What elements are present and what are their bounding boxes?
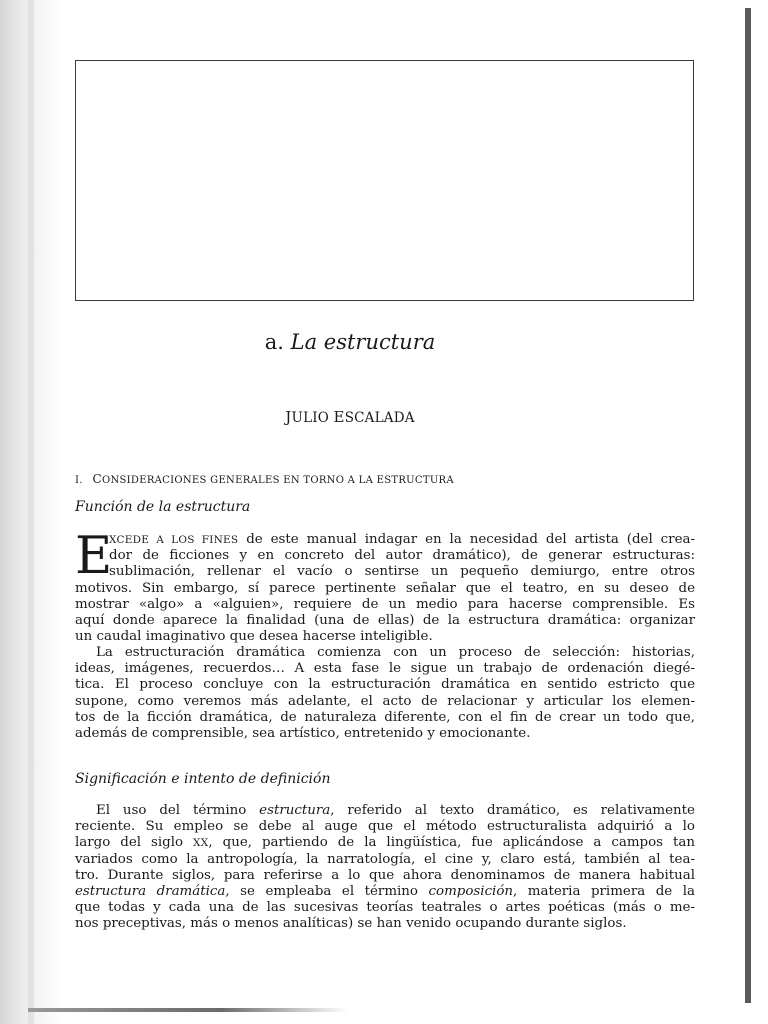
paragraph-line xyxy=(109,532,695,548)
paragraph-line xyxy=(75,803,695,819)
paragraph-line: supone, como veremos más adelante, el acto de relacionar y articular los elemen- xyxy=(75,693,695,709)
subheading-significacion: Significación e intento de definición xyxy=(75,771,331,787)
drop-cap-letter: E xyxy=(75,527,113,586)
paragraph-line: mostrar «algo» a «alguien», requiere de un medio para hacerse comprensible. Es xyxy=(75,596,695,612)
chapter-title xyxy=(0,330,700,354)
paragraph-line: ideas, imágenes, recuerdos… A esta fase le sigue un trabajo de ordenación diegé- xyxy=(75,661,695,677)
paragraph-3 xyxy=(75,803,695,933)
chapter-label: a. xyxy=(264,330,284,354)
paragraph-line: nos preceptivas, más o menos analíticas) se han venido ocupando durante siglos. xyxy=(75,916,627,932)
paragraph-line: tos de la ficción dramática, de naturaleza diferente, con el fin de crear un todo que, xyxy=(75,709,695,725)
paragraph-line xyxy=(75,835,695,851)
paragraph-1 xyxy=(75,527,696,645)
line-text: , referido al texto dramático, es relativamente xyxy=(330,803,695,818)
line-text: , materia primera de la xyxy=(513,884,695,900)
paragraph-line: además de comprensible, sea artístico, entretenido y emocionante. xyxy=(75,726,531,742)
paragraph-line: un caudal imaginativo que desea hacerse inteligible. xyxy=(75,629,433,645)
section-title-rest: ONSIDERACIONES GENERALES EN TORNO A LA ESTRUCTURA xyxy=(101,475,454,486)
author-name xyxy=(0,408,700,426)
paragraph-line: tro. Durante siglos, para referirse a lo que ahora denominamos de manera habitual xyxy=(75,867,695,883)
paragraph-line xyxy=(75,884,695,900)
section-heading xyxy=(75,472,454,486)
paragraph-line: sublimación, rellenar el vacío o sentirse un pequeño demiurgo, entre otros xyxy=(109,564,695,580)
paragraph-line: aquí donde aparece la finalidad (una de ellas) de la estructura dramática: organizar xyxy=(75,613,695,629)
page-bottom-edge xyxy=(28,1008,348,1012)
subheading-funcion: Función de la estructura xyxy=(75,499,251,515)
scan-binding-shadow xyxy=(28,0,34,1024)
smallcaps-lead: XCEDE A LOS FINES xyxy=(109,534,239,546)
paragraph-line: que todas y cada una de las sucesivas teorías teatrales o artes poéticas (más o me- xyxy=(75,900,695,916)
paragraph-line: La estructuración dramática comienza con un proceso de selección: historias, xyxy=(96,645,695,660)
century-smallcaps: XX xyxy=(193,837,209,850)
paragraph-line: dor de ficciones y en concreto del autor dramático), de generar estructuras: xyxy=(109,548,695,564)
author-first-initial: J xyxy=(285,408,292,426)
paragraph-line: motivos. Sin embargo, sí parece pertinente señalar que el teatro, en su deseo de xyxy=(75,580,695,596)
line-text: , se empleaba el término xyxy=(225,884,429,900)
line-text: , que, partiendo de la lingüística, fue aplicándose a campos tan xyxy=(208,835,696,851)
line-text: El uso del término xyxy=(96,803,260,818)
line-text: de este manual indagar en la necesidad del artista (del crea- xyxy=(246,532,696,547)
author-last-initial: E xyxy=(333,408,345,426)
page-right-edge xyxy=(745,8,751,1003)
emphasis-composicion: composición xyxy=(428,884,514,900)
emphasis-estructura-dramatica: estructura dramática xyxy=(75,884,226,900)
paragraph-line: variados como la antropología, la narratología, el cine y, claro está, también al tea- xyxy=(75,851,695,867)
emphasis-estructura: estructura xyxy=(259,803,331,818)
chapter-title-text: La estructura xyxy=(290,330,436,354)
author-first-rest: ULIO xyxy=(291,410,330,426)
paragraph-line: reciente. Su empleo se debe al auge que el método estructuralista adquirió a lo xyxy=(75,819,695,835)
section-title-initial: C xyxy=(92,472,102,486)
author-last-rest: SCALADA xyxy=(344,410,415,426)
line-text: largo del siglo xyxy=(75,835,194,851)
empty-frame-box xyxy=(75,60,694,301)
paragraph-2 xyxy=(75,645,695,742)
section-number: I. xyxy=(75,475,83,486)
paragraph-line: tica. El proceso concluye con la estructuración dramática en sentido estricto que xyxy=(75,677,695,693)
